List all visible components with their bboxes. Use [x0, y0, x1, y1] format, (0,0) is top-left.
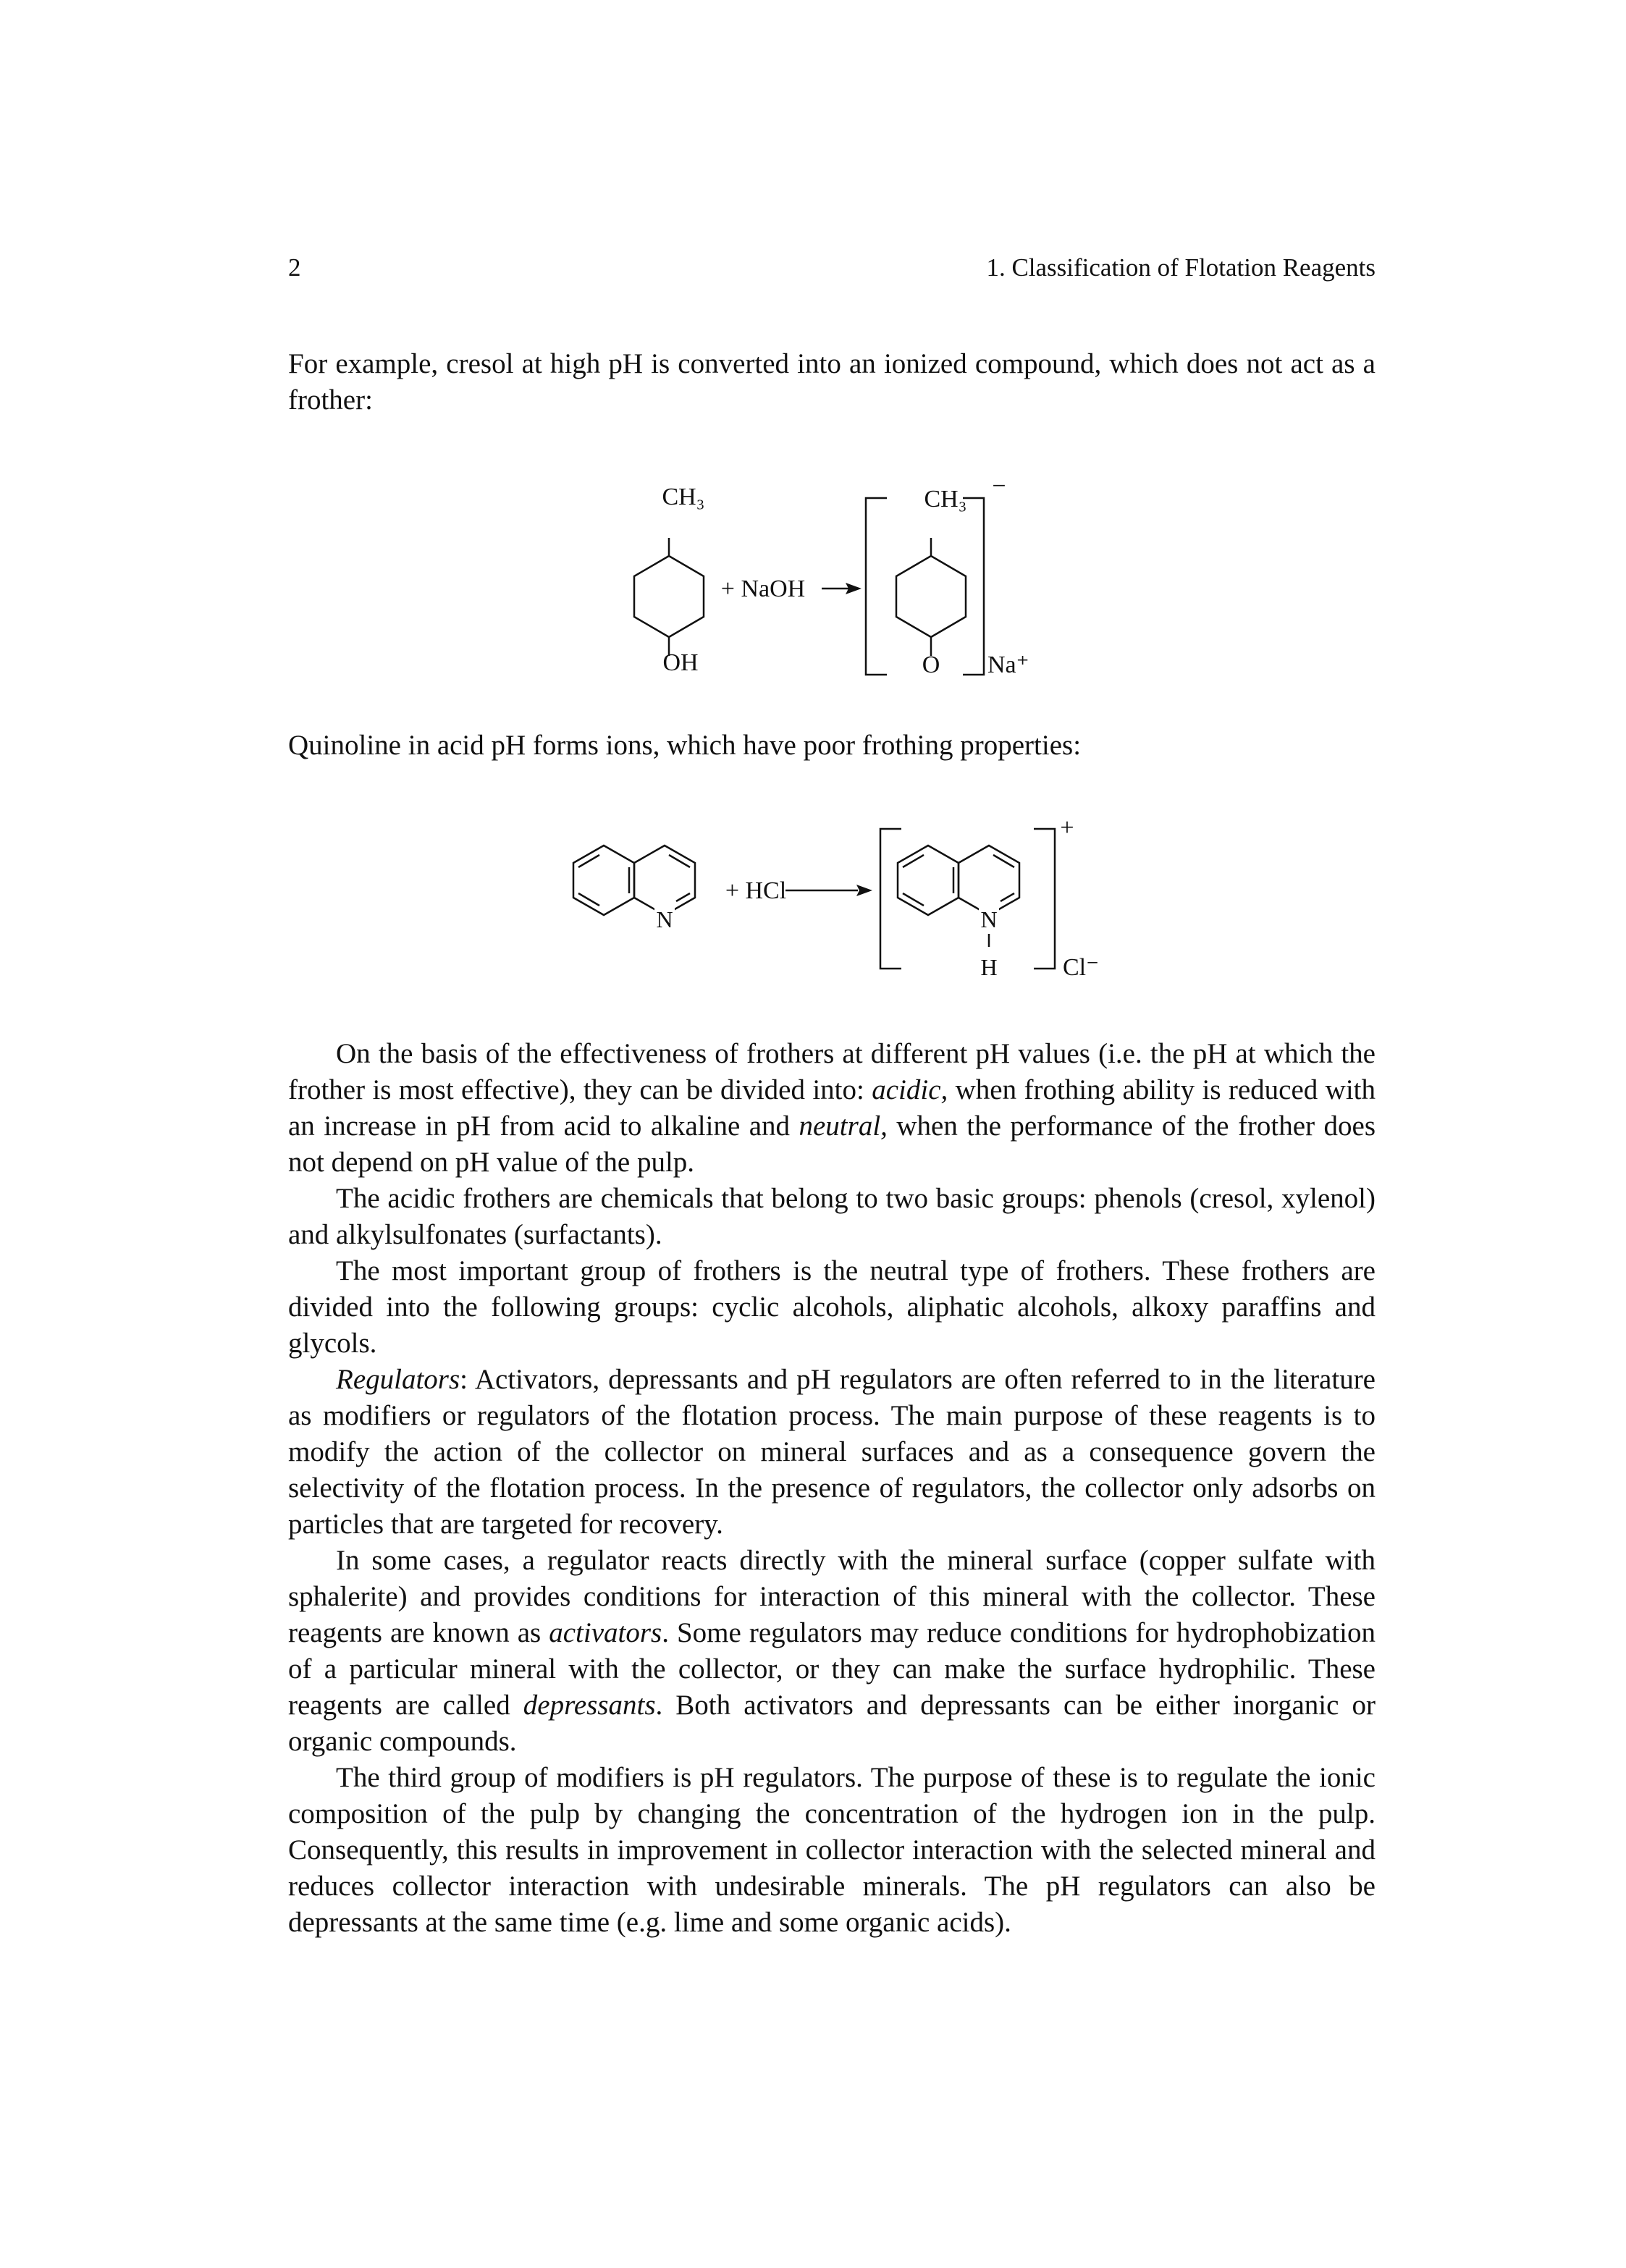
product-benzene-ring [898, 846, 959, 915]
intro-paragraph-quinoline: Quinoline in acid pH forms ions, which have poor frothing properties: [288, 730, 1082, 761]
reactant-nitrogen: N [656, 906, 673, 932]
running-header [288, 253, 1376, 290]
body-paragraph-5: In some cases, a regulator reacts directly with the mineral surface (copper sulfate with sphalerite) and provides conditions for interaction of this mineral with the collector. These reagents are known as activators. Some regulators may reduce conditions for hydrophobization of a particular mineral with the collector, or they can make the surface hydrophilic. These reagents are called depressants. Both activators and depressants can be either inorganic or organic compounds. [288, 1545, 1376, 1757]
chapter-title: 1. Classification of Flotation Reagents [986, 253, 1376, 282]
page-number: 2 [288, 253, 301, 282]
term-regulators: Regulators [336, 1364, 460, 1395]
reactant-ring [634, 556, 704, 637]
right-bracket-2 [1034, 829, 1055, 969]
product-top-group: CH₃ [924, 486, 967, 513]
body-paragraph-2: The acidic frothers are chemicals that belong to two basic groups: phenols (cresol, xylenol) and alkylsulfonates (surfactants). [288, 1183, 1376, 1250]
product-charge-2: + [1060, 818, 1074, 841]
quinoline-reaction-figure [0, 818, 1626, 999]
product-ring [896, 556, 966, 637]
cresol-reaction-figure [0, 471, 1626, 688]
term-depressants: depressants [523, 1690, 656, 1721]
product-bottom-atom: O [922, 652, 940, 678]
body-paragraph-6: The third group of modifiers is pH regulators. The purpose of these is to regulate the ionic composition of the pulp by changing the concentration of the hydrogen ion in the pulp. Consequently, this results in improvement in collector interaction with the selected mineral and reduces collector interaction with undesirable minerals. The pH regulators can also be depressants at the same time (e.g. lime and some organic acids). [288, 1762, 1376, 1938]
counter-ion-na: Na⁺ [987, 652, 1029, 678]
left-bracket [866, 498, 887, 675]
reactant-bottom-group: OH [662, 649, 699, 676]
body-paragraph-3: The most important group of frothers is the neutral type of frothers. These frothers are divided into the following groups: cyclic alcohols, aliphatic alcohols, alkoxy paraffins and glycols. [288, 1255, 1376, 1359]
product-nitrogen: N [980, 906, 998, 932]
reactant-top-group: CH₃ [662, 484, 705, 510]
product-charge: − [992, 473, 1006, 499]
reactant-pyridine-ring [634, 846, 695, 915]
reactant-benzene-ring [573, 846, 634, 915]
intro-paragraph-cresol: For example, cresol at high pH is converted into an ionized compound, which does not act as a frother: [288, 348, 1376, 416]
term-acidic: acidic, [872, 1074, 948, 1105]
reagent-hcl: + HCl [725, 877, 787, 904]
counter-ion-cl: Cl⁻ [1063, 954, 1100, 981]
body-paragraph-1: On the basis of the effectiveness of frothers at different pH values (i.e. the pH at which the frother is most effective), they can be divided into: acidic, when frothing ability is reduced with an increase in pH from acid to alkaline and neutral, when the performance of the frother does not depend on pH value of the pulp. [288, 1038, 1376, 1178]
product-pyridine-ring [959, 846, 1019, 915]
body-paragraph-4: Regulators: Activators, depressants and pH regulators are often referred to in the literature as modifiers or regulators of the flotation process. The main purpose of these reagents is to modify the action of the collector on mineral surfaces and as a consequence govern the selectivity of the flotation process. In the presence of regulators, the collector only adsorbs on particles that are targeted for recovery. [288, 1364, 1376, 1540]
term-activators: activators [549, 1617, 662, 1648]
product-hydrogen: H [980, 954, 998, 980]
reagent-naoh: + NaOH [720, 576, 806, 602]
term-neutral: neutral, [799, 1110, 888, 1142]
arrow2-head [856, 885, 872, 896]
